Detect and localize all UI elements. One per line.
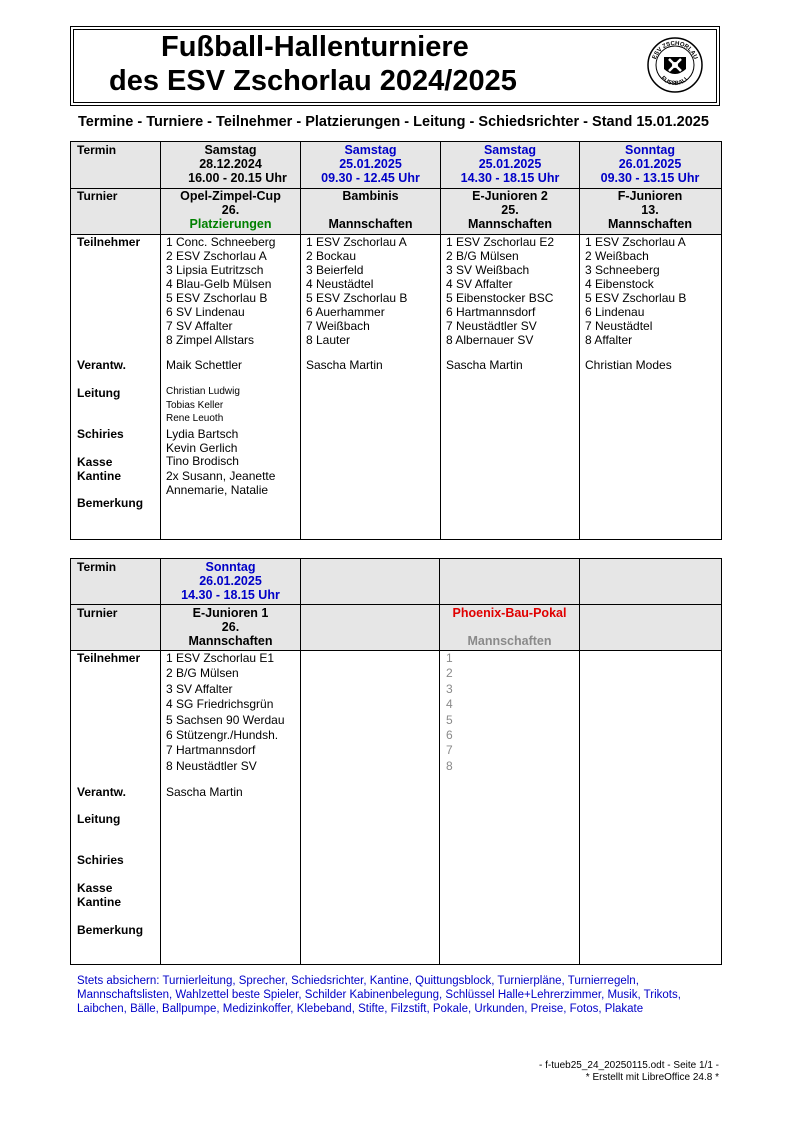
list-item: 4 Eibenstock — [585, 277, 654, 291]
list-item: 4 — [446, 697, 453, 712]
t2-col1-turnier — [161, 606, 300, 648]
list-item: 2 Weißbach — [585, 249, 649, 263]
subtitle: Termine - Turniere - Teilnehmer - Platzierungen - Leitung - Schiedsrichter - Stand 15.01.2025 — [78, 114, 709, 130]
list-item: 7 Neustädtler SV — [446, 319, 537, 333]
col2-teams — [306, 235, 407, 347]
list-item: 2 — [446, 666, 453, 681]
col4-verantw: Christian Modes — [585, 358, 672, 372]
col2-date: 25.01.2025 — [339, 157, 402, 171]
col1-termin — [161, 143, 300, 185]
col2-termin — [301, 143, 440, 185]
header-box — [70, 26, 720, 106]
label-termin: Termin — [77, 560, 117, 574]
list-item: 5 — [446, 712, 453, 727]
col2-status: Mannschaften — [328, 217, 413, 231]
list-item: Christian Ludwig — [166, 386, 240, 397]
page-info-created: * Erstellt mit LibreOffice 24.8 * — [585, 1072, 719, 1083]
list-item: 2 B/G Mülsen — [446, 249, 519, 263]
list-item: 6 SV Lindenau — [166, 305, 245, 319]
list-item: 1 ESV Zschorlau A — [585, 235, 686, 249]
list-item: Lydia Bartsch — [166, 427, 239, 441]
label-verantw: Verantw. — [77, 785, 126, 799]
list-item: 8 Zimpel Allstars — [166, 333, 255, 347]
t2-col1-edition: 26. — [221, 620, 240, 634]
list-item: 3 Lipsia Eutritzsch — [166, 263, 264, 277]
list-item: 5 ESV Zschorlau B — [166, 291, 268, 305]
t2-col1-date: 26.01.2025 — [199, 574, 262, 588]
list-item: 6 Lindenau — [585, 305, 645, 319]
page-title-line2: des ESV Zschorlau 2024/2025 — [109, 65, 517, 97]
page-info-file: - f-tueb25_24_20250115.odt - Seite 1/1 - — [539, 1060, 719, 1071]
col1-teams — [166, 235, 275, 347]
col3-turnier — [441, 189, 579, 231]
list-item: 7 Neustädtel — [585, 319, 653, 333]
logo-text-top: ESV ZSCHORLAU — [651, 40, 699, 61]
list-item: 8 Albernauer SV — [446, 333, 534, 347]
col2-turnier — [301, 189, 440, 231]
list-item: 3 SV Affalter — [166, 681, 233, 696]
list-item: 6 — [446, 728, 453, 743]
col2-edition — [301, 203, 440, 217]
label-termin: Termin — [77, 143, 117, 157]
page-info — [539, 1060, 719, 1084]
col3-day: Samstag — [483, 143, 537, 157]
label-kasse: Kasse — [77, 455, 113, 469]
list-item: 3 Schneeberg — [585, 263, 660, 277]
t2-col1-time: 14.30 - 18.15 Uhr — [181, 588, 280, 602]
label-kantine: Kantine — [77, 469, 122, 483]
list-item: 5 ESV Zschorlau B — [306, 291, 408, 305]
col4-termin — [580, 143, 720, 185]
col4-teams — [585, 235, 686, 347]
list-item: 6 Stützengr./Hundsh. — [166, 728, 279, 743]
col1-kasse: Tino Brodisch — [166, 454, 239, 468]
col1-schiries — [166, 427, 238, 455]
t2-col3-numbers — [446, 651, 453, 774]
col4-time: 09.30 - 13.15 Uhr — [600, 171, 700, 185]
label-schiries: Schiries — [77, 427, 124, 441]
list-item: 4 Neustädtel — [306, 277, 374, 291]
list-item: 1 ESV Zschorlau E1 — [166, 651, 275, 665]
col3-teams — [446, 235, 554, 347]
list-item: 5 Sachsen 90 Werdau — [166, 712, 285, 727]
list-item: 8 Lauter — [306, 333, 351, 347]
col3-turnier-name: E-Junioren 2 — [472, 189, 548, 203]
col3-edition: 25. — [501, 203, 519, 217]
t2-col3-status: Mannschaften — [467, 634, 552, 648]
list-item: 2x Susann, Jeanette — [166, 469, 276, 483]
label-bemerkung: Bemerkung — [77, 923, 144, 937]
list-item: 7 Weißbach — [306, 319, 370, 333]
col3-verantw: Sascha Martin — [446, 358, 523, 372]
col3-status: Mannschaften — [467, 217, 553, 231]
list-item: 7 Hartmannsdorf — [166, 743, 256, 758]
list-item: 3 Beierfeld — [306, 263, 364, 277]
list-item: 1 — [446, 651, 453, 665]
col3-termin — [441, 143, 579, 185]
col4-day: Sonntag — [625, 143, 675, 157]
list-item: 8 Neustädtler SV — [166, 758, 257, 773]
t2-col1-status: Mannschaften — [188, 634, 273, 648]
list-item: 1 ESV Zschorlau A — [306, 235, 407, 249]
list-item: Rene Leuoth — [166, 413, 224, 424]
label-verantw: Verantw. — [77, 358, 126, 372]
list-item: 1 ESV Zschorlau E2 — [446, 235, 555, 249]
col4-turnier-name: F-Junioren — [617, 189, 683, 203]
list-item: 2 ESV Zschorlau A — [166, 249, 267, 263]
footer-note: Stets absichern: Turnierleitung, Sprecher, Schiedsrichter, Kantine, Quittungsblock, Turnierpläne, Turnierregeln, Mannschaftslisten, Wahlzettel beste Spieler, Schilder Kabinenbelegung, Schlüssel Halle+Lehrerzimmer, Musik, Trikots, Laibchen, Bälle, Ballpumpe, Medizinkoffer, Klebeband, Stifte, Filzstift, Pokale, Urkunden, Preise, Fotos, Plakate — [77, 975, 681, 1015]
col1-edition: 26. — [221, 203, 240, 217]
col4-edition: 13. — [641, 203, 659, 217]
col1-leitung — [166, 385, 240, 426]
t2-col1-day: Sonntag — [205, 560, 256, 574]
list-item: 7 SV Affalter — [166, 319, 233, 333]
t2-col1-verantw: Sascha Martin — [166, 785, 243, 799]
col1-kantine — [166, 469, 275, 497]
page-title-line1: Fußball-Hallenturniere — [161, 31, 469, 63]
col4-turnier — [580, 189, 720, 231]
list-item: 3 SV Weißbach — [446, 263, 530, 277]
club-logo-icon — [647, 37, 703, 93]
col3-time: 14.30 - 18.15 Uhr — [460, 171, 560, 185]
col1-date: 28.12.2024 — [199, 157, 262, 171]
list-item: 4 SV Affalter — [446, 277, 513, 291]
col2-day: Samstag — [344, 143, 397, 157]
list-item: Annemarie, Natalie — [166, 483, 269, 497]
label-teilnehmer: Teilnehmer — [77, 235, 141, 249]
col1-turnier — [161, 189, 300, 231]
col1-day: Samstag — [204, 143, 257, 157]
col1-verantw: Maik Schettler — [166, 358, 243, 372]
label-bemerkung: Bemerkung — [77, 496, 144, 510]
label-kantine: Kantine — [77, 895, 122, 909]
col2-turnier-name: Bambinis — [342, 189, 399, 203]
col4-status: Mannschaften — [607, 217, 693, 231]
label-teilnehmer: Teilnehmer — [77, 651, 141, 665]
t2-col1-termin — [161, 560, 300, 602]
logo-text-bottom: FUSSBALL — [659, 75, 691, 88]
list-item: 3 — [446, 681, 453, 696]
t2-col3-turnier — [440, 606, 579, 648]
list-item: 8 Affalter — [585, 333, 633, 347]
col1-status: Platzierungen — [189, 217, 272, 231]
list-item: 4 Blau-Gelb Mülsen — [166, 277, 272, 291]
list-item: 6 Hartmannsdorf — [446, 305, 536, 319]
col1-time: 16.00 - 20.15 Uhr — [188, 171, 287, 185]
t2-col3-turnier-name: Phoenix-Bau-Pokal — [452, 606, 567, 620]
col3-date: 25.01.2025 — [478, 157, 542, 171]
list-item: 1 Conc. Schneeberg — [166, 235, 276, 249]
list-item: 2 Bockau — [306, 249, 357, 263]
col2-time: 09.30 - 12.45 Uhr — [321, 171, 420, 185]
list-item: Kevin Gerlich — [166, 441, 238, 455]
list-item: 7 — [446, 743, 453, 758]
col4-date: 26.01.2025 — [618, 157, 682, 171]
col2-verantw: Sascha Martin — [306, 358, 383, 372]
list-item: 2 B/G Mülsen — [166, 666, 239, 681]
list-item: 5 ESV Zschorlau B — [585, 291, 687, 305]
list-item: 6 Auerhammer — [306, 305, 385, 319]
list-item: 8 — [446, 758, 453, 773]
col1-turnier-name: Opel-Zimpel-Cup — [180, 189, 281, 203]
label-kasse: Kasse — [77, 881, 113, 895]
label-leitung: Leitung — [77, 386, 121, 400]
list-item: Tobias Keller — [166, 399, 224, 411]
label-leitung: Leitung — [77, 812, 121, 826]
list-item: 4 SG Friedrichsgrün — [166, 697, 274, 712]
schedule-table-1 — [70, 141, 722, 540]
t2-col1-teams — [166, 651, 285, 774]
label-schiries: Schiries — [77, 853, 124, 867]
label-turnier: Turnier — [77, 606, 118, 620]
t2-col1-turnier-name: E-Junioren 1 — [192, 606, 269, 620]
list-item: 5 Eibenstocker BSC — [446, 291, 554, 305]
schedule-table-2 — [70, 558, 722, 965]
label-turnier: Turnier — [77, 189, 118, 203]
